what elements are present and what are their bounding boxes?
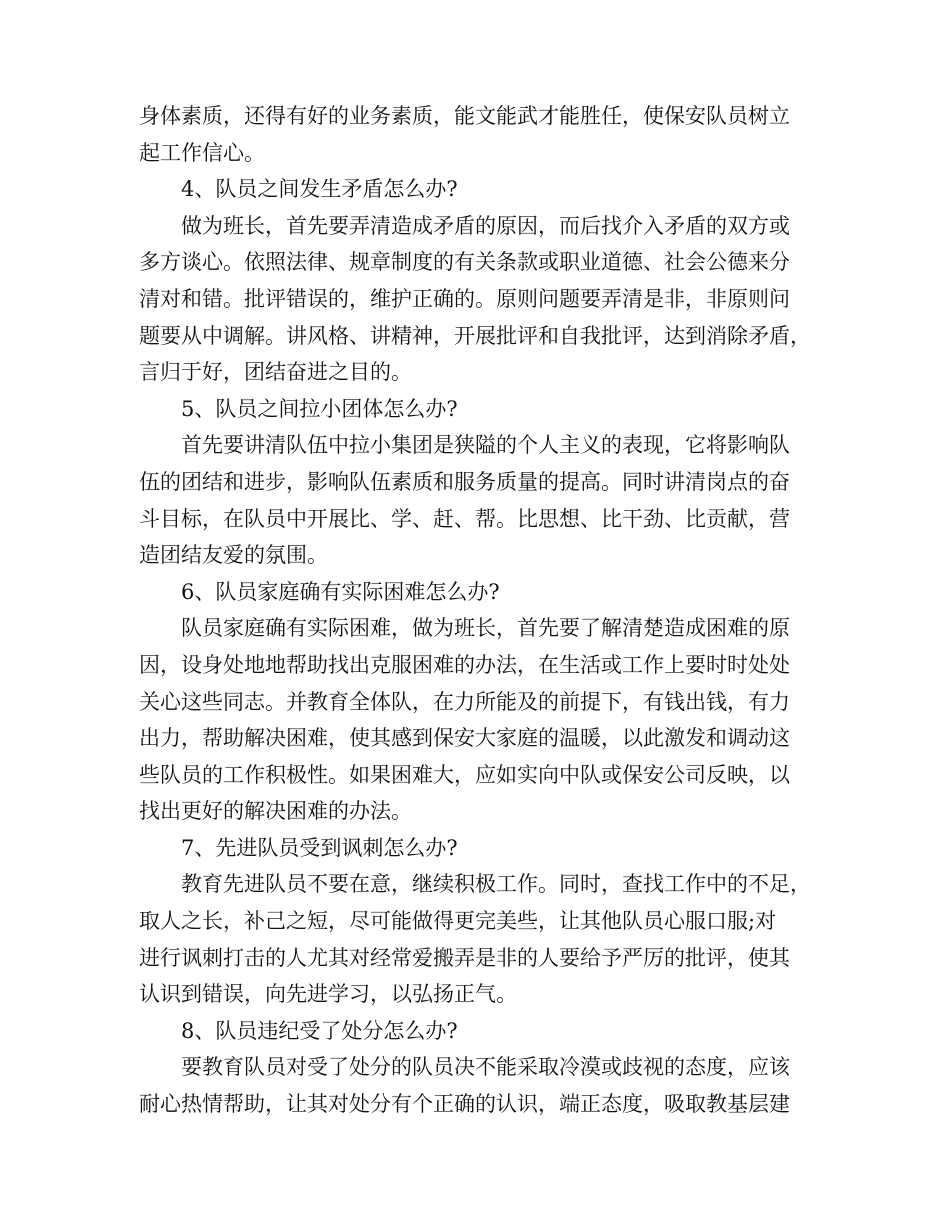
paragraph-line: 斗目标，在队员中开展比、学、赶、帮。比思想、比干劲、比贡献，营 xyxy=(139,506,790,531)
paragraph-line: 题要从中调解。讲风格、讲精神，开展批评和自我批评，达到消除矛盾， xyxy=(139,323,811,348)
paragraph-line: 耐心热情帮助，让其对处分有个正确的认识，端正态度，吸取教基层建 xyxy=(139,1092,790,1117)
paragraph-line: 关心这些同志。并教育全体队，在力所能及的前提下，有钱出钱，有力 xyxy=(139,689,790,714)
paragraph-line: 因，设身处地地帮助找出克服困难的办法，在生活或工作上要时时处处 xyxy=(139,652,790,677)
paragraph-line: 出力，帮助解决困难，使其感到保安大家庭的温暖，以此激发和调动这 xyxy=(139,726,790,751)
question-heading: 4、队员之间发生矛盾怎么办? xyxy=(181,177,458,202)
question-heading: 8、队员违纪受了处分怎么办? xyxy=(181,1018,458,1043)
paragraph-line: 些队员的工作积极性。如果困难大，应如实向中队或保安公司反映，以 xyxy=(139,762,790,787)
paragraph-line: 起工作信心。 xyxy=(139,140,265,165)
paragraph-line: 造团结友爱的氛围。 xyxy=(139,543,328,568)
question-heading: 6、队员家庭确有实际困难怎么办? xyxy=(181,579,500,604)
paragraph-line: 找出更好的解决困难的办法。 xyxy=(139,799,412,824)
paragraph-line: 身体素质，还得有好的业务素质，能文能武才能胜任，使保安队员树立 xyxy=(139,104,790,128)
paragraph-line: 认识到错误，向先进学习，以弘扬正气。 xyxy=(139,982,517,1007)
paragraph-line: 多方谈心。依照法律、规章制度的有关条款或职业道德、社会公德来分 xyxy=(139,250,790,275)
paragraph-line: 要教育队员对受了处分的队员决不能采取冷漠或歧视的态度，应该 xyxy=(181,1055,790,1080)
paragraph-line: 进行讽刺打击的人尤其对经常爱搬弄是非的人要给予严厉的批评，使其 xyxy=(139,945,790,970)
question-heading: 5、队员之间拉小团体怎么办? xyxy=(181,396,458,421)
paragraph-line: 队员家庭确有实际困难，做为班长，首先要了解清楚造成困难的原 xyxy=(181,616,790,641)
paragraph-line: 做为班长，首先要弄清造成矛盾的原因，而后找介入矛盾的双方或 xyxy=(181,213,790,238)
paragraph-line: 取人之长，补己之短，尽可能做得更完美些，让其他队员心服口服;对 xyxy=(139,909,777,934)
document-page xyxy=(139,98,819,1123)
paragraph-line: 伍的团结和进步，影响队伍素质和服务质量的提高。同时讲清岗点的奋 xyxy=(139,469,790,494)
paragraph-line: 言归于好，团结奋进之目的。 xyxy=(139,360,412,385)
paragraph-line: 教育先进队员不要在意，继续积极工作。同时，查找工作中的不足， xyxy=(181,872,811,897)
paragraph-line: 首先要讲清队伍中拉小集团是狭隘的个人主义的表现，它将影响队 xyxy=(181,433,790,458)
paragraph-line: 清对和错。批评错误的，维护正确的。原则问题要弄清是非，非原则问 xyxy=(139,286,790,311)
question-heading: 7、先进队员受到讽刺怎么办? xyxy=(181,835,458,860)
